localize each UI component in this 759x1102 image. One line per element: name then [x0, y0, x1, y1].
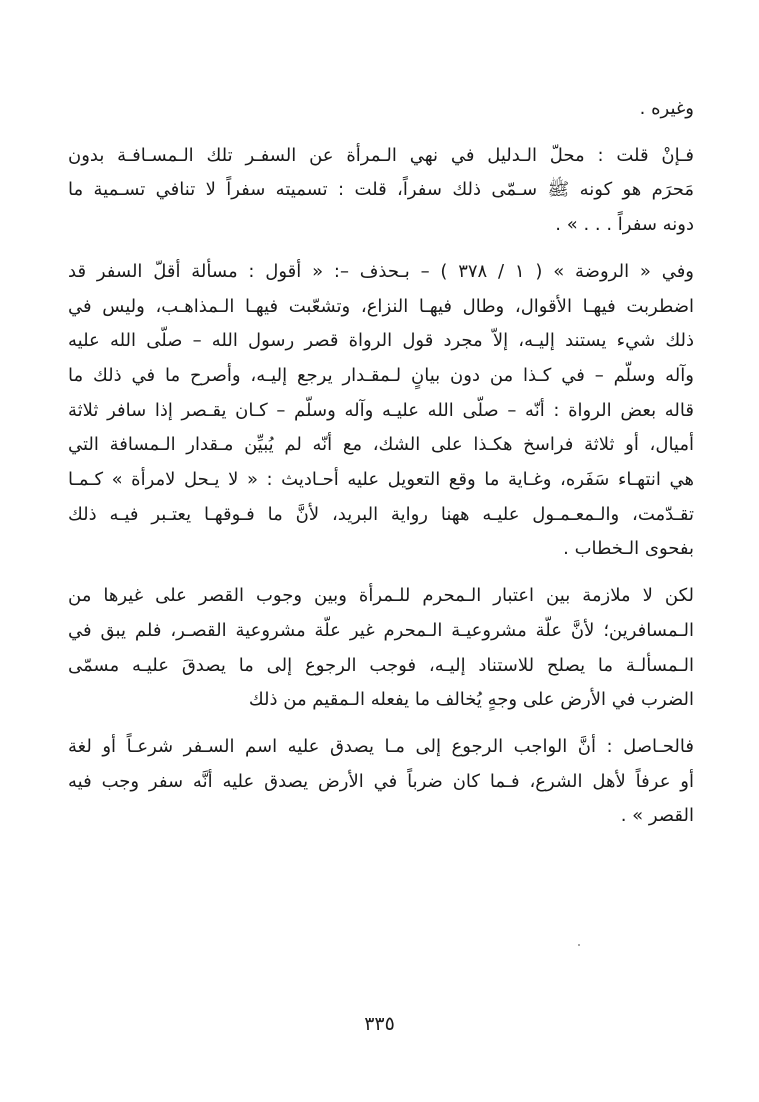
text-line: فـإنْ قلت : محلّ الـدليل في نهي الـمرأة عن السفـر تلك الـمسـافـة بدون — [68, 144, 694, 166]
text-line: أو عرفاً لأهل الشرع، فـما كان ضرباً في الأرض يصدق عليه أنَّه سفر وجب فيه — [68, 770, 694, 792]
text-line: القصر » . — [620, 805, 694, 827]
paragraph-4 — [68, 579, 694, 718]
stray-mark — [578, 944, 580, 946]
paragraph-3 — [68, 255, 694, 567]
text-line: الـمسافرين؛ لأنَّ علّة مشروعيـة الـمحرم غير علّة مشروعية القصـر، فلم يبق في — [68, 619, 694, 641]
text-line: وآله وسلّم – في كـذا من دون بيانٍ لـمقـدار يرجع إليـه، وأصرح ما في ذلك ما — [68, 364, 694, 386]
text-line: فالحـاصل : أنَّ الواجب الرجوع إلى مـا يصدق عليه اسم السـفر شرعـاً أو لغة — [68, 735, 694, 757]
text-line: تقـدّمت، والـمعـمـول عليـه ههنا رواية البريد، لأنَّ ما فـوقهـا يعتـبر فيـه ذلك — [68, 503, 694, 525]
text-line: وغيره . — [639, 98, 694, 119]
text-line: قاله بعض الرواة : أنّه – صلّى الله عليـه وآله وسلّم – كـان يقـصر إذا سافر ثلاثة — [68, 399, 694, 421]
text-line: اضطربت فيهـا الأقوال، وطال فيهـا النزاع، وتشعّبت فيهـا الـمذاهـب، وليس في — [68, 295, 694, 317]
text-line: بفحوى الـخطاب . — [563, 538, 694, 560]
paragraph-2 — [68, 139, 694, 243]
paragraph-1 — [68, 92, 694, 127]
text-line: مَحرَم هو كونه ﷺ سـمّى ذلك سفراً، قلت : تسميته سفراً لا تنافي تسـمية ما — [68, 179, 694, 201]
text-line: وفي « الروضة » ( ١ / ٣٧٨ ) – بـحذف –: « أقول : مسألة أقلّ السفر قد — [68, 260, 694, 282]
text-line: الـمسألـة ما يصلح للاستناد إليـه، فوجب الرجوع إلى ما يصدقَ عليـه مسمّى — [68, 654, 694, 676]
page-body — [68, 92, 694, 1052]
page-number: ٣٣٥ — [364, 1013, 395, 1035]
text-line: أميال، أو ثلاثة فراسخ هكـذا على الشك، مع أنّه لم يُبيِّن مـقدار الـمسافة التي — [68, 434, 694, 456]
text-line: دونه سفراً . . . » . — [555, 214, 694, 236]
text-line: هي انتهـاء سَفَره، وغـاية ما وقع التعويل عليه أحـاديث : « لا يـحل لامرأة » كـمـا — [68, 469, 694, 491]
text-line: لكن لا ملازمة بين اعتبار الـمحرم للـمرأة وبين وجوب القصر على غيرها من — [68, 585, 694, 607]
text-line: الضرب في الأرض على وجهٍ يُخالف ما يفعله الـمقيم من ذلك — [248, 689, 694, 711]
text-line: ذلك شيء يستند إليـه، إلاّ مجرد قول الرواة قصر رسول الله – صلّى الله عليه — [68, 330, 694, 352]
paragraph-5 — [68, 730, 694, 834]
